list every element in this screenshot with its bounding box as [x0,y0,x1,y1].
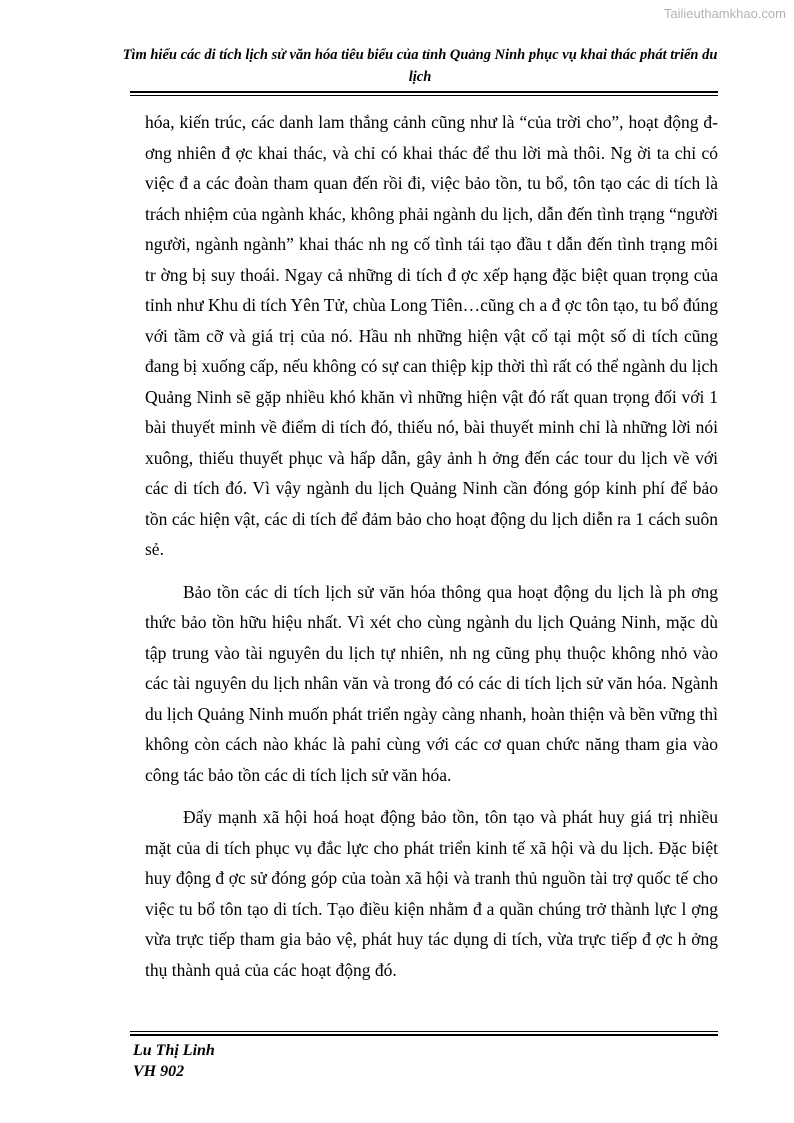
running-header-title: Tìm hiểu các di tích lịch sử văn hóa tiêu biểu của tỉnh Quảng Ninh phục vụ khai thác phát triển du lịch [122,47,718,85]
paragraph-continued: hóa, kiến trúc, các danh lam thắng cảnh cũng như là “của trời cho”, hoạt động đ ơng nhiên đ ợc khai thác, và chỉ có khai thác để thu lời mà thôi. Ng ời ta chỉ có việc đ a các đoàn tham quan đến rồi đi, việc bảo tồn, tu bổ, tôn tạo các di tích là trách nhiệm của ngành khác, không phải ngành du lịch, dẫn đến tình trạng “người người, ngành ngành” khai thác nh ng cố tình tái tạo đầu t dẫn đến tình trạng môi tr ờng bị suy thoái. Ngay cả những di tích đ ợc xếp hạng đặc biệt quan trọng của tỉnh như Khu di tích Yên Tử, chùa Long Tiên…cũng ch a đ ợc tôn tạo, tu bổ đúng với tầm cỡ và giá trị của nó. Hầu nh những hiện vật cổ tại một số di tích cũng đang bị xuống cấp, nếu không có sự can thiệp kịp thời thì rất có thể ngành du lịch Quảng Ninh sẽ gặp nhiều khó khăn vì những hiện vật đó rất quan trọng đối với 1 bài thuyết minh về điểm di tích đó, thiếu nó, bài thuyết minh chỉ là những lời nói xuông, thiếu thuyết phục và hấp dẫn, gây ảnh h ởng đến các tour du lịch về với các di tích đó. Vì vậy ngành du lịch Quảng Ninh cần đóng góp kinh phí để bảo tồn các hiện vật, các di tích để đảm bảo cho hoạt động du lịch diễn ra 1 cách suôn sẻ. [145,112,718,559]
footer-rule-thin [130,1031,718,1032]
footer [133,1040,215,1082]
footer-author: Lu Thị Linh [133,1042,215,1059]
footer-rule-thick [130,1034,718,1036]
body-text [145,107,718,985]
header-rule-thin [130,95,718,96]
paragraph: Bảo tồn các di tích lịch sử văn hóa thông qua hoạt động du lịch là ph ơng thức bảo tồn hữu hiệu nhất. Vì xét cho cùng ngành du lịch Quảng Ninh, mặc dù tập trung vào tài nguyên du lịch tự nhiên, nh ng cũng phụ thuộc không nhỏ vào các tài nguyên du lịch nhân văn và trong đó có các di tích lịch sử văn hóa. Ngành du lịch Quảng Ninh muốn phát triển ngày càng nhanh, hoàn thiện và bền vững thì không còn cách nào khác là pahỉ cùng với các cơ quan chức năng tham gia vào công tác bảo tồn các di tích lịch sử văn hóa. [145,581,718,785]
header-rule-thick [130,91,718,93]
paragraph: Đẩy mạnh xã hội hoá hoạt động bảo tồn, tôn tạo và phát huy giá trị nhiều mặt của di tích phục vụ đắc lực cho phát triển kinh tế xã hội và du lịch. Đặc biệt huy động đ ợc sử đóng góp của toàn xã hội và tranh thủ nguồn tài trợ quốc tế cho việc tu bổ tôn tạo di tích. Tạo điều kiện nhằm đ a quần chúng trở thành lực l ợng vừa trực tiếp tham gia bảo vệ, phát huy tác dụng di tích, vừa trực tiếp đ ợc h ởng thụ thành quả của các hoạt động đó. [145,807,718,980]
watermark-text: Tailieuthamkhao.com [663,6,786,21]
footer-class-code: VH 902 [133,1063,185,1080]
